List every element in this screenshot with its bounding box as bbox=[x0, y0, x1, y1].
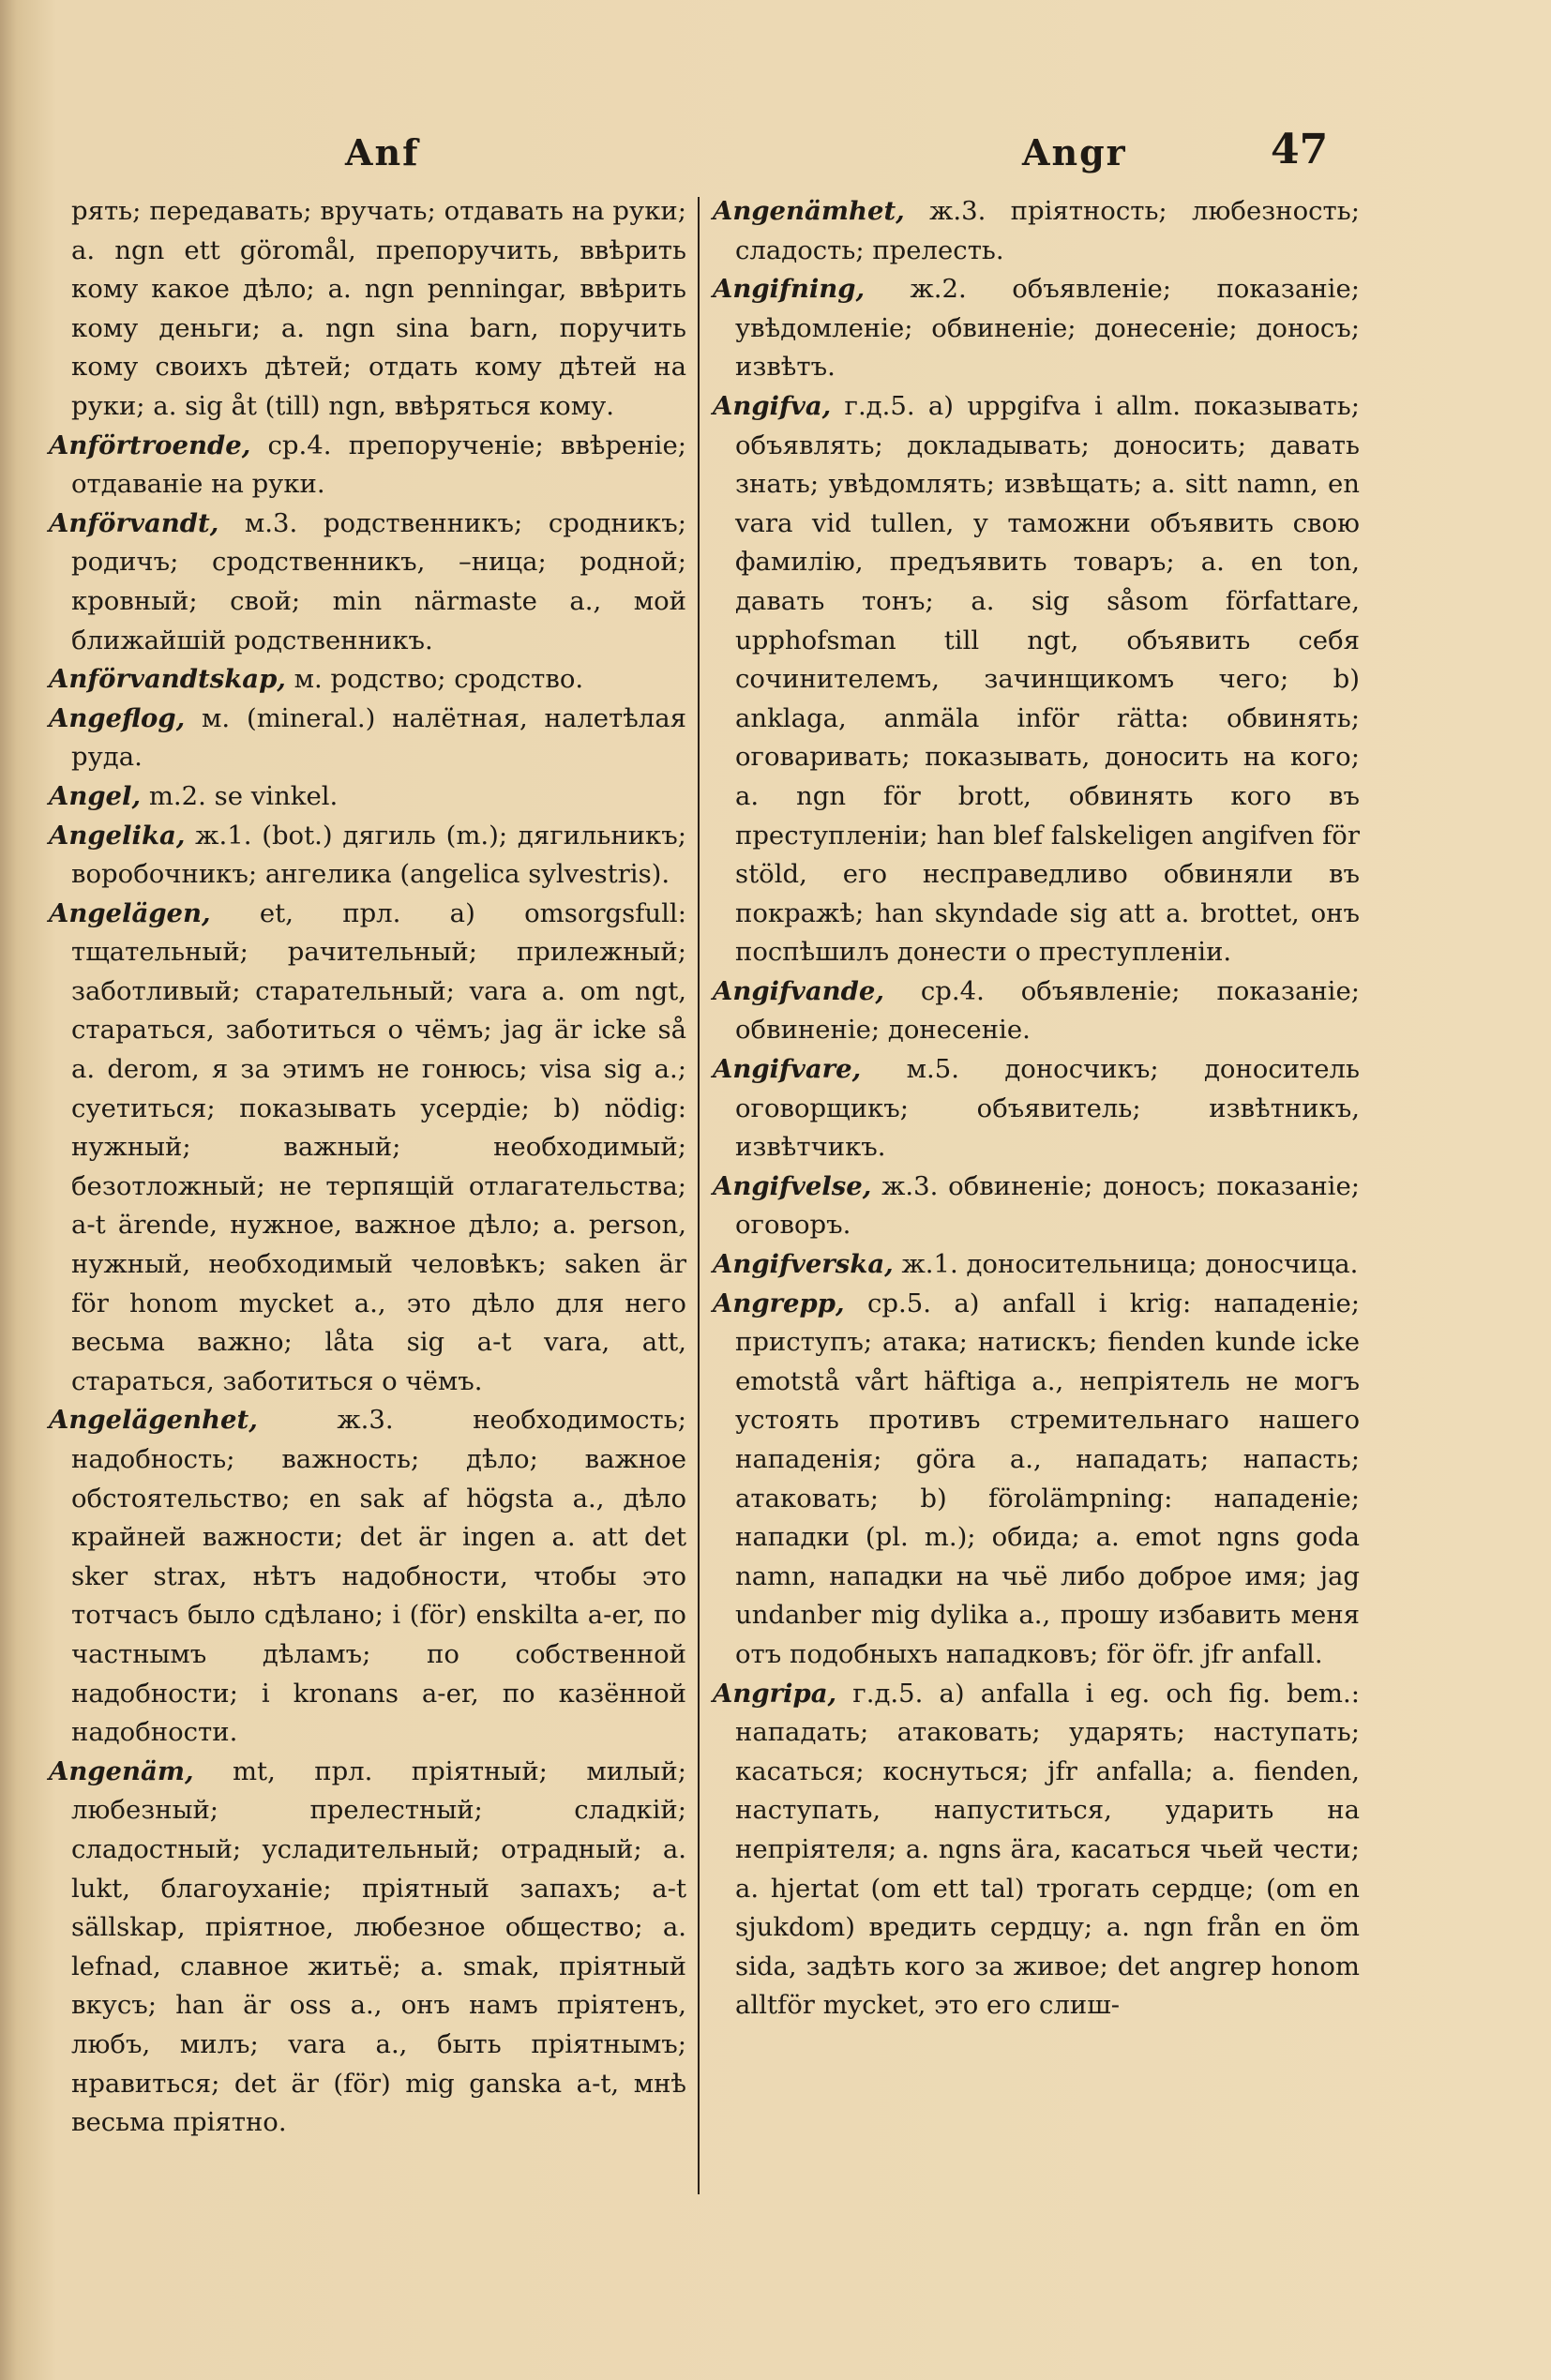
entry-headword: Angel, bbox=[49, 780, 142, 811]
entry-headword: Angelägenhet, bbox=[49, 1405, 258, 1436]
dictionary-entry bbox=[49, 1753, 686, 2143]
entry-headword: Angifvare, bbox=[713, 1054, 862, 1085]
entry-headword: Anförtroende, bbox=[49, 429, 251, 460]
entry-text: ж.3. обвиненіе; доносъ; показаніе; оговоръ. bbox=[735, 1170, 1360, 1241]
entry-headword: Angifverska, bbox=[713, 1249, 894, 1280]
dictionary-entry bbox=[49, 700, 686, 777]
entry-headword: Anförvandtskap, bbox=[49, 664, 286, 695]
left-guide-word: Anf bbox=[345, 131, 420, 173]
right-column bbox=[713, 192, 1360, 2026]
entry-text: ж.3. пріятность; любезность; сладость; прелесть. bbox=[735, 196, 1360, 265]
dictionary-entry bbox=[713, 1285, 1360, 1675]
dictionary-entry bbox=[713, 387, 1360, 972]
entry-text: ср.4. препорученіе; ввѣреніе; отдаваніе на руки. bbox=[71, 429, 686, 500]
dictionary-entry bbox=[713, 1050, 1360, 1167]
entry-text: ж.1. (bot.) дягиль (m.); дягильникъ; воробочникъ; ангелика (angelica sylvestris). bbox=[71, 820, 686, 890]
entry-text: ж.3. необходимость; надобность; важность; дѣло; важное обстоятельство; en sak af högsta a., дѣло крайней важности; det är ingen a. att det sker strax, нѣтъ надобности, чтобы это тотчасъ было сдѣлано; i (för) enskilta a-er, по частнымъ дѣламъ; по собственной надобности; i kronans a-er, по казённой надобности. bbox=[71, 1405, 686, 1748]
entry-text: ср.4. объявленіе; показаніе; обвиненіе; донесеніе. bbox=[735, 975, 1360, 1046]
dictionary-entry bbox=[713, 1167, 1360, 1245]
dictionary-entry bbox=[713, 972, 1360, 1050]
entry-text: м. (mineral.) налётная, налетѣлая руда. bbox=[71, 702, 686, 773]
entry-text: г.д.5. a) uppgifva i allm. показывать; объявлять; докладывать; доносить; давать знать; увѣдомлять; извѣщать; a. sitt namn, en vara vid tullen, у таможни объявить свою фамилію, предъявить товаръ; a. en ton, давать тонъ; a. sig såsom författare, upphofsman till ngt, объявить себя сочинителемъ, зачинщикомъ чего; b) anklaga, anmäla inför rätta: обвинять; оговаривать; показывать, доносить на кого; a. ngn för brott, обвинять кого въ преступленіи; han blef falskeligen angifven för stöld, его несправедливо обвиняли въ покражѣ; han skyndade sig att a. brottet, онъ поспѣшилъ донести о преступленіи. bbox=[735, 390, 1360, 968]
page-number: 47 bbox=[1271, 126, 1329, 173]
entry-text: m.2. se vinkel. bbox=[148, 780, 339, 811]
entry-headword: Angifva, bbox=[713, 390, 832, 421]
dictionary-entry bbox=[49, 1401, 686, 1752]
entry-text: mt, прл. пріятный; милый; любезный; прелестный; сладкій; сладостный; усладительный; отрадный; a. lukt, благоуханіе; пріятный запахъ; a-t sällskap, пріятное, любезное общество; a. lefnad, славное житьё; a. smak, пріятный вкусъ; han är oss a., онъ намъ пріятенъ, любъ, милъ; vara a., быть пріятнымъ; нравиться; det är (för) mig ganska a-t, мнѣ весьма пріятно. bbox=[71, 1755, 686, 2138]
dictionary-entry bbox=[49, 427, 686, 505]
entry-headword: Anförvandt, bbox=[49, 507, 219, 538]
dictionary-entry bbox=[49, 817, 686, 895]
left-column bbox=[49, 192, 686, 2143]
entry-headword: Angenäm, bbox=[49, 1755, 194, 1786]
entry-headword: Angifning, bbox=[713, 274, 866, 305]
dictionary-entry bbox=[49, 895, 686, 1402]
entry-text: ж.2. объявленіе; показаніе; увѣдомленіе; обвиненіе; донесеніе; доносъ; извѣтъ. bbox=[735, 274, 1360, 383]
entry-text: ж.1. доносительница; доносчица. bbox=[901, 1249, 1359, 1280]
page-header bbox=[84, 126, 1332, 188]
entry-text: г.д.5. a) anfalla i eg. och fig. bem.: нападать; атаковать; ударять; наступать; касаться; коснуться; jfr anfalla; a. fienden, наступать, напуститься, ударить на непріятеля; a. ngns ära, касаться чьей чести; a. hjertat (om ett tal) трогать сердце; (om en sjukdom) вредить сердцу; a. ngn från en öm sida, задѣть кого за живое; det angrep honom alltför mycket, это его слиш- bbox=[735, 1678, 1360, 2021]
entry-text: рять; передавать; вручать; отдавать на руки; a. ngn ett göromål, препоручить, ввѣрить кому какое дѣло; a. ngn penningar, ввѣрить кому деньги; a. ngn sina barn, поручить кому своихъ дѣтей; отдать кому дѣтей на руки; a. sig åt (till) ngn, ввѣряться кому. bbox=[71, 196, 686, 421]
dictionary-entry bbox=[49, 660, 686, 700]
dictionary-entry bbox=[49, 505, 686, 660]
entry-headword: Angelika, bbox=[49, 820, 186, 851]
right-guide-word: Angr bbox=[1022, 131, 1127, 173]
entry-text: м.3. родственникъ; сродникъ; родичъ; сродственникъ, –ница; родной; кровный; свой; min närmaste a., мой ближайшій родственникъ. bbox=[71, 507, 686, 655]
entry-text: м. родство; сродство. bbox=[294, 664, 584, 695]
entry-headword: Angifvande, bbox=[713, 975, 884, 1006]
dictionary-entry bbox=[713, 1675, 1360, 2026]
entry-headword: Angenämhet, bbox=[713, 196, 905, 226]
entry-text: et, прл. a) omsorgsfull: тщательный; рачительный; прилежный; заботливый; старательный; vara a. om ngt, стараться, заботиться о чёмъ; jag är icke så a. derom, я за этимъ не гонюсь; visa sig a.; суетиться; показывать усердіе; b) nödig: нужный; важный; необходимый; безотложный; не терпящій отлагательства; a-t ärende, нужное, важное дѣло; a. person, нужный, необходимый человѣкъ; saken är för honom mycket a., это дѣло для него весьма важно; låta sig a-t vara, att, стараться, заботиться о чёмъ. bbox=[71, 897, 686, 1396]
dictionary-entry bbox=[713, 270, 1360, 387]
column-divider bbox=[698, 197, 700, 2194]
entry-headword: Angifvelse, bbox=[713, 1170, 872, 1201]
entry-headword: Angelägen, bbox=[49, 897, 211, 928]
dictionary-entry bbox=[713, 192, 1360, 270]
dictionary-entry bbox=[713, 1245, 1360, 1285]
entry-headword: Angripa, bbox=[713, 1678, 837, 1709]
entry-text: ср.5. a) anfall i krig: нападеніе; приступъ; атака; натискъ; fienden kunde icke emotstå vårt häftiga a., непріятель не могъ устоять противъ стремительнаго нашего нападенія; göra a., нападать; напасть; атаковать; b) förolämpning: нападеніе; нападки (pl. m.); обида; a. emot ngns goda namn, нападки на чьё либо доброе имя; jag undanber mig dylika a., прошу избавить меня отъ подобныхъ нападковъ; för öfr. jfr anfall. bbox=[735, 1288, 1360, 1669]
entry-headword: Angrepp, bbox=[713, 1288, 845, 1318]
entry-text: м.5. доносчикъ; доноситель оговорщикъ; объявитель; извѣтникъ, извѣтчикъ. bbox=[735, 1054, 1360, 1163]
entry-headword: Angeflog, bbox=[49, 702, 186, 733]
dictionary-entry bbox=[49, 777, 686, 817]
dictionary-entry bbox=[49, 192, 686, 427]
